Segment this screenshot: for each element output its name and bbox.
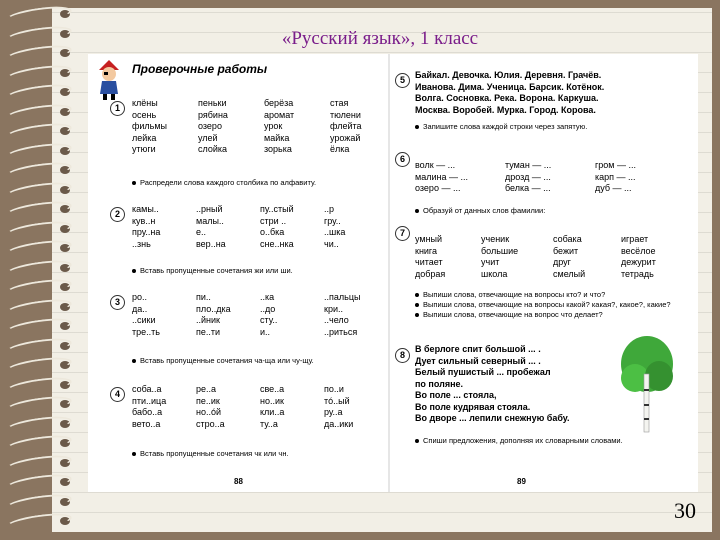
task-3-words xyxy=(132,292,388,338)
word: фильмы xyxy=(132,121,168,131)
word: кли..а xyxy=(260,407,285,417)
word: вер..на xyxy=(196,238,226,249)
task-2-words xyxy=(132,204,388,250)
task-number: 5 xyxy=(395,73,410,88)
binding-ring xyxy=(2,357,76,373)
word: бежит xyxy=(553,245,579,256)
word: да.. xyxy=(132,303,148,314)
word: стая xyxy=(330,98,349,108)
word: тетрадь xyxy=(621,268,654,279)
pirate-illustration xyxy=(94,58,124,100)
word: кув..н xyxy=(132,215,156,226)
binding-ring xyxy=(2,416,76,432)
word-column xyxy=(481,234,553,280)
binding-ring xyxy=(2,396,76,412)
word-column xyxy=(621,234,685,280)
text-line: по поляне. xyxy=(415,378,464,389)
word: озеро xyxy=(198,121,222,131)
word: сту.. xyxy=(260,315,278,325)
word: урок xyxy=(264,121,283,131)
word: учит xyxy=(481,257,500,267)
word: е.. xyxy=(196,227,207,237)
word: ре..а xyxy=(196,384,217,394)
binding-ring xyxy=(2,513,76,529)
word: берёза xyxy=(264,98,294,108)
word-column xyxy=(324,292,388,338)
word: белка — ... xyxy=(505,183,551,193)
page-number: 88 xyxy=(234,477,243,486)
word: ..пальцы xyxy=(324,292,361,302)
word-column xyxy=(595,160,685,195)
task-instruction xyxy=(132,356,314,366)
binding-ring xyxy=(2,435,76,451)
word-column xyxy=(415,234,481,280)
word: ро.. xyxy=(132,292,148,302)
task-number: 3 xyxy=(110,295,125,310)
word: читает xyxy=(415,257,443,267)
word: рябина xyxy=(198,109,228,120)
word: смелый xyxy=(553,268,586,279)
text-line: Белый пушистый ... пробежал xyxy=(415,367,551,377)
task-6-words xyxy=(415,160,685,195)
binding-ring xyxy=(2,494,76,510)
word: ..р xyxy=(324,204,335,214)
word-column xyxy=(196,204,260,250)
text-line: Волга. Сосновка. Река. Ворона. Каркуша. xyxy=(415,93,599,103)
binding-ring xyxy=(2,318,76,334)
word: бабо..а xyxy=(132,407,163,417)
word-column xyxy=(196,292,260,338)
binding-ring xyxy=(2,162,76,178)
task-number: 2 xyxy=(110,207,125,222)
word: чи.. xyxy=(324,238,339,249)
word: карп — ... xyxy=(595,171,636,182)
word: пти..ица xyxy=(132,395,167,406)
word: да..ики xyxy=(324,418,354,429)
word: друг xyxy=(553,257,571,267)
word: соба..а xyxy=(132,384,162,394)
word: дуб — ... xyxy=(595,183,632,193)
binding-ring xyxy=(2,260,76,276)
word: гру.. xyxy=(324,215,341,226)
word: утюги xyxy=(132,144,156,154)
task-4-words xyxy=(132,384,388,430)
word: сне..нка xyxy=(260,238,294,249)
instruction-text: Выпиши слова, отвечающие на вопросы какой? какая?, какое?, какие? xyxy=(423,300,671,309)
word: умный xyxy=(415,234,443,244)
instruction-text: Запишите слова каждой строки через запятую. xyxy=(423,122,588,131)
word-column xyxy=(264,98,330,156)
binding-ring xyxy=(2,65,76,81)
instruction-text: Спиши предложения, дополняя их словарными словами. xyxy=(423,436,623,445)
word: о..бка xyxy=(260,227,285,237)
binding-ring xyxy=(2,240,76,256)
task-number: 1 xyxy=(110,101,125,116)
word: зорька xyxy=(264,144,292,154)
word: туман — ... xyxy=(505,160,552,170)
word: гром — ... xyxy=(595,160,636,170)
task-number: 7 xyxy=(395,226,410,241)
word: ..йник xyxy=(196,315,220,325)
word: ту..а xyxy=(260,418,278,429)
instruction-text: Вставь пропущенные сочетания жи или ши. xyxy=(140,266,293,275)
word: аромат xyxy=(264,109,295,120)
word: малы.. xyxy=(196,215,224,226)
word: озеро — ... xyxy=(415,183,461,193)
word: дежурит xyxy=(621,257,656,267)
task-instruction xyxy=(415,122,587,132)
word: флейта xyxy=(330,121,362,131)
binding-ring xyxy=(2,104,76,120)
word-column xyxy=(553,234,621,280)
task-instruction xyxy=(132,266,293,276)
binding-ring xyxy=(2,6,76,22)
word-column xyxy=(132,384,196,430)
word-column xyxy=(260,292,324,338)
birch-tree-illustration xyxy=(615,334,679,434)
word-column xyxy=(196,384,260,430)
word: собака xyxy=(553,234,582,244)
task-number: 6 xyxy=(395,152,410,167)
page-heading: Проверочные работы xyxy=(132,62,268,76)
word: пе..ти xyxy=(196,326,221,337)
word-column xyxy=(415,160,505,195)
word: малина — ... xyxy=(415,171,468,182)
word: ..чело xyxy=(324,315,349,325)
binding-ring xyxy=(2,474,76,490)
word-column xyxy=(330,98,396,156)
binding-ring xyxy=(2,299,76,315)
word-column xyxy=(324,384,388,430)
binding-ring xyxy=(2,455,76,471)
word-column xyxy=(505,160,595,195)
binding-ring xyxy=(2,201,76,217)
task-instruction xyxy=(132,449,289,459)
binding-ring xyxy=(2,84,76,100)
instruction-text: Распредели слова каждого столбика по алфавиту. xyxy=(140,178,317,187)
word: кри.. xyxy=(324,303,343,314)
task-instruction xyxy=(415,310,675,320)
word: ..шка xyxy=(324,227,346,237)
word: ..до xyxy=(260,303,276,314)
instruction-text: Вставь пропущенные сочетания ча-ща или чу-щу. xyxy=(140,356,314,365)
task-1-words xyxy=(132,98,396,156)
word: лейка xyxy=(132,132,157,143)
word: но..ик xyxy=(260,395,284,406)
word: ..риться xyxy=(324,326,358,337)
word: добрая xyxy=(415,268,446,279)
word: книга xyxy=(415,245,438,256)
right-page xyxy=(391,54,698,492)
word: пло..дка xyxy=(196,303,231,314)
word: школа xyxy=(481,268,508,279)
word: тюлени xyxy=(330,109,361,120)
word: дрозд — ... xyxy=(505,171,551,182)
text-line: Во поле ... стояла, xyxy=(415,390,497,400)
word: тре..ть xyxy=(132,326,160,337)
word: стри .. xyxy=(260,215,287,226)
word: пи.. xyxy=(196,292,211,302)
word-column xyxy=(198,98,264,156)
word-column xyxy=(132,98,198,156)
binding-ring xyxy=(2,143,76,159)
word: волк — ... xyxy=(415,160,456,170)
word: камы.. xyxy=(132,204,159,214)
binding-ring xyxy=(2,377,76,393)
binding-ring xyxy=(2,182,76,198)
left-page xyxy=(88,54,386,492)
word-column xyxy=(260,384,324,430)
word: ..ка xyxy=(260,292,275,302)
task-number: 8 xyxy=(395,348,410,363)
word: слойка xyxy=(198,144,228,154)
word: осень xyxy=(132,109,157,120)
task-instructions xyxy=(415,290,675,320)
task-instruction xyxy=(132,178,316,188)
text-line: Байкал. Девочка. Юлия. Деревня. Грачёв. xyxy=(415,70,602,80)
slide-number: 30 xyxy=(674,498,696,523)
word-column xyxy=(132,204,196,250)
task-7-words xyxy=(415,234,685,280)
word: ..знь xyxy=(132,238,151,249)
word: урожай xyxy=(330,132,361,143)
word: ..сики xyxy=(132,315,156,325)
word: стро..а xyxy=(196,418,225,429)
word: улей xyxy=(198,132,218,143)
text-line: Иванова. Дима. Ученица. Барсик. Котёнок. xyxy=(415,81,605,92)
word: пе..ик xyxy=(196,395,220,406)
word: ру..а xyxy=(324,407,343,417)
word: клёны xyxy=(132,98,158,108)
word: ученик xyxy=(481,234,510,244)
word: майка xyxy=(264,132,290,143)
page-number: 89 xyxy=(517,477,526,486)
task-5-lines xyxy=(415,70,604,116)
instruction-text: Выпиши слова, отвечающие на вопросы кто? и что? xyxy=(423,290,606,299)
text-line: Дует сильный северный ... . xyxy=(415,355,541,366)
word-column xyxy=(132,292,196,338)
task-instruction xyxy=(415,300,675,310)
task-number: 4 xyxy=(110,387,125,402)
binding-ring xyxy=(2,26,76,42)
word: по..и xyxy=(324,384,344,394)
word: тó..ый xyxy=(324,395,350,406)
text-line: Во дворе ... лепили снежную бабу. xyxy=(415,413,570,423)
task-instruction xyxy=(415,436,675,446)
word: вето..а xyxy=(132,418,161,429)
word: играет xyxy=(621,234,649,244)
binding-ring xyxy=(2,45,76,61)
word: пру..на xyxy=(132,227,161,237)
word: большие xyxy=(481,245,519,256)
word: ёлка xyxy=(330,144,350,154)
word: пеньки xyxy=(198,98,227,108)
instruction-text: Образуй от данных слов фамилии: xyxy=(423,206,546,215)
word: весёлое xyxy=(621,245,656,256)
binding-ring xyxy=(2,221,76,237)
word-column xyxy=(260,204,324,250)
task-instruction xyxy=(415,290,675,300)
word: ..рный xyxy=(196,204,223,214)
slide-title: «Русский язык», 1 класс xyxy=(281,28,479,49)
textbook-spread xyxy=(88,54,698,492)
instruction-text: Вставь пропущенные сочетания чк или чн. xyxy=(140,449,289,458)
text-line: В берлоге спит большой ... . xyxy=(415,344,541,354)
binding-ring xyxy=(2,123,76,139)
task-instruction xyxy=(415,206,545,216)
spiral-binding xyxy=(0,6,80,536)
word: но..óй xyxy=(196,407,222,417)
instruction-text: Выпиши слова, отвечающие на вопрос что делает? xyxy=(423,310,603,319)
word: пу..стый xyxy=(260,204,294,214)
binding-ring xyxy=(2,279,76,295)
text-line: Москва. Воробей. Мурка. Город. Корова. xyxy=(415,104,596,115)
text-line: Во поле кудрявая стояла. xyxy=(415,401,531,412)
word-column xyxy=(324,204,388,250)
word: и.. xyxy=(260,326,271,337)
task-8-lines xyxy=(415,344,570,425)
word: све..а xyxy=(260,384,285,394)
binding-ring xyxy=(2,338,76,354)
